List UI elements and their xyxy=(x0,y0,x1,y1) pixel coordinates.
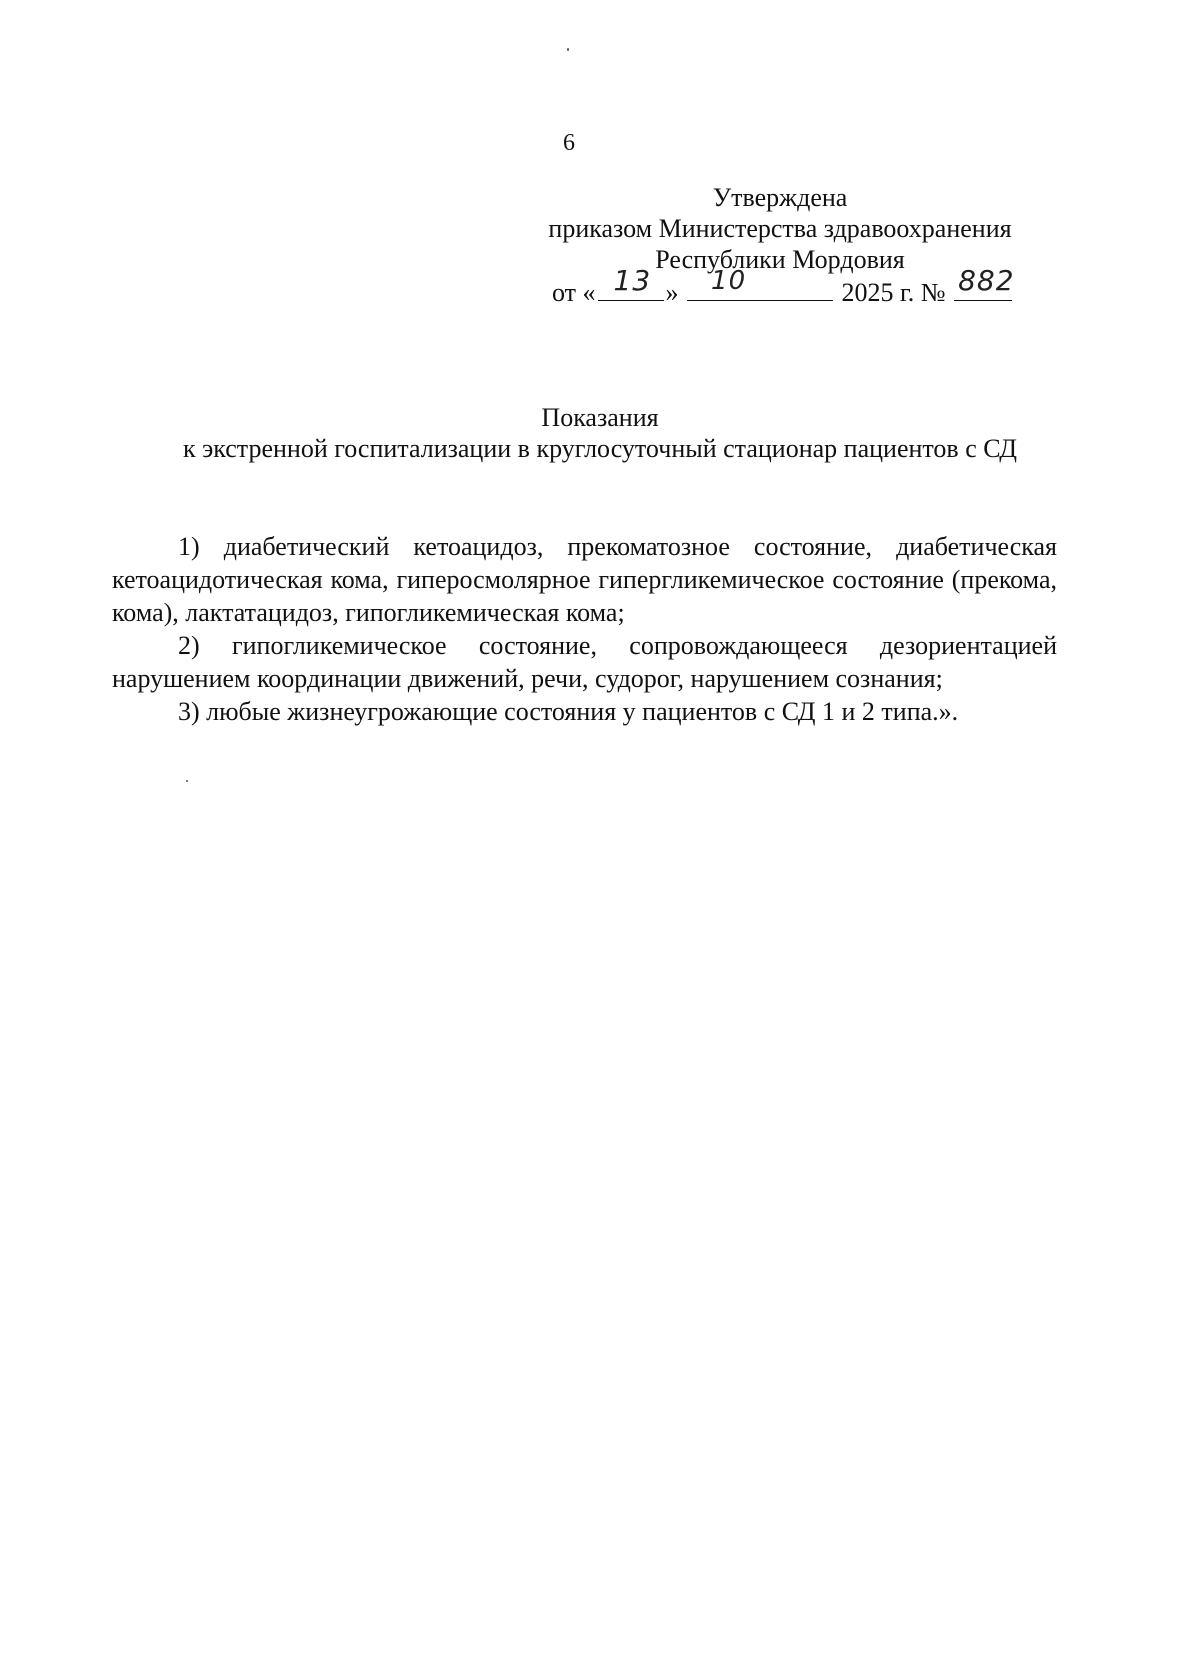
title-heading: Показания xyxy=(541,403,659,432)
indication-item: 2) гипогликемическое состояние, сопровождающееся дезориентацией нарушением координации движений, речи, судорог, нарушением сознания; xyxy=(112,631,1057,693)
document-title xyxy=(0,402,1200,464)
indications-list xyxy=(112,530,1057,728)
approval-stamp-block xyxy=(540,182,1020,275)
approval-line-republic: Республики Мордовия xyxy=(655,245,905,274)
number-blank xyxy=(954,264,1015,301)
handwritten-number: 882 xyxy=(958,264,1015,297)
scan-speck xyxy=(567,48,569,51)
day-blank xyxy=(598,264,664,301)
approval-line-order: приказом Министерства здравоохранения xyxy=(548,214,1012,243)
date-prefix: от « xyxy=(552,278,596,307)
indication-item: 3) любые жизнеугрожающие состояния у пациентов с СД 1 и 2 типа.». xyxy=(178,697,959,726)
title-subheading: к экстренной госпитализации в круглосуточный стационар пациентов с СД xyxy=(182,434,1018,463)
page-number: 6 xyxy=(563,130,575,156)
indication-item: 1) диабетический кетоацидоз, прекоматозное состояние, диабетическая кетоацидотическая кома, гиперосмолярное гипергликемическое состояние (прекома, кома), лактатацидоз, гипогликемическая кома; xyxy=(112,532,1057,627)
date-year: 2025 г. № xyxy=(841,278,946,307)
scan-speck xyxy=(186,780,188,782)
approval-date-line xyxy=(552,264,1015,310)
month-blank xyxy=(687,266,833,301)
approval-line-approved: Утверждена xyxy=(712,183,848,212)
handwritten-day: 13 xyxy=(613,264,652,297)
date-mid: » xyxy=(665,278,679,307)
handwritten-month: 10 xyxy=(711,266,747,296)
